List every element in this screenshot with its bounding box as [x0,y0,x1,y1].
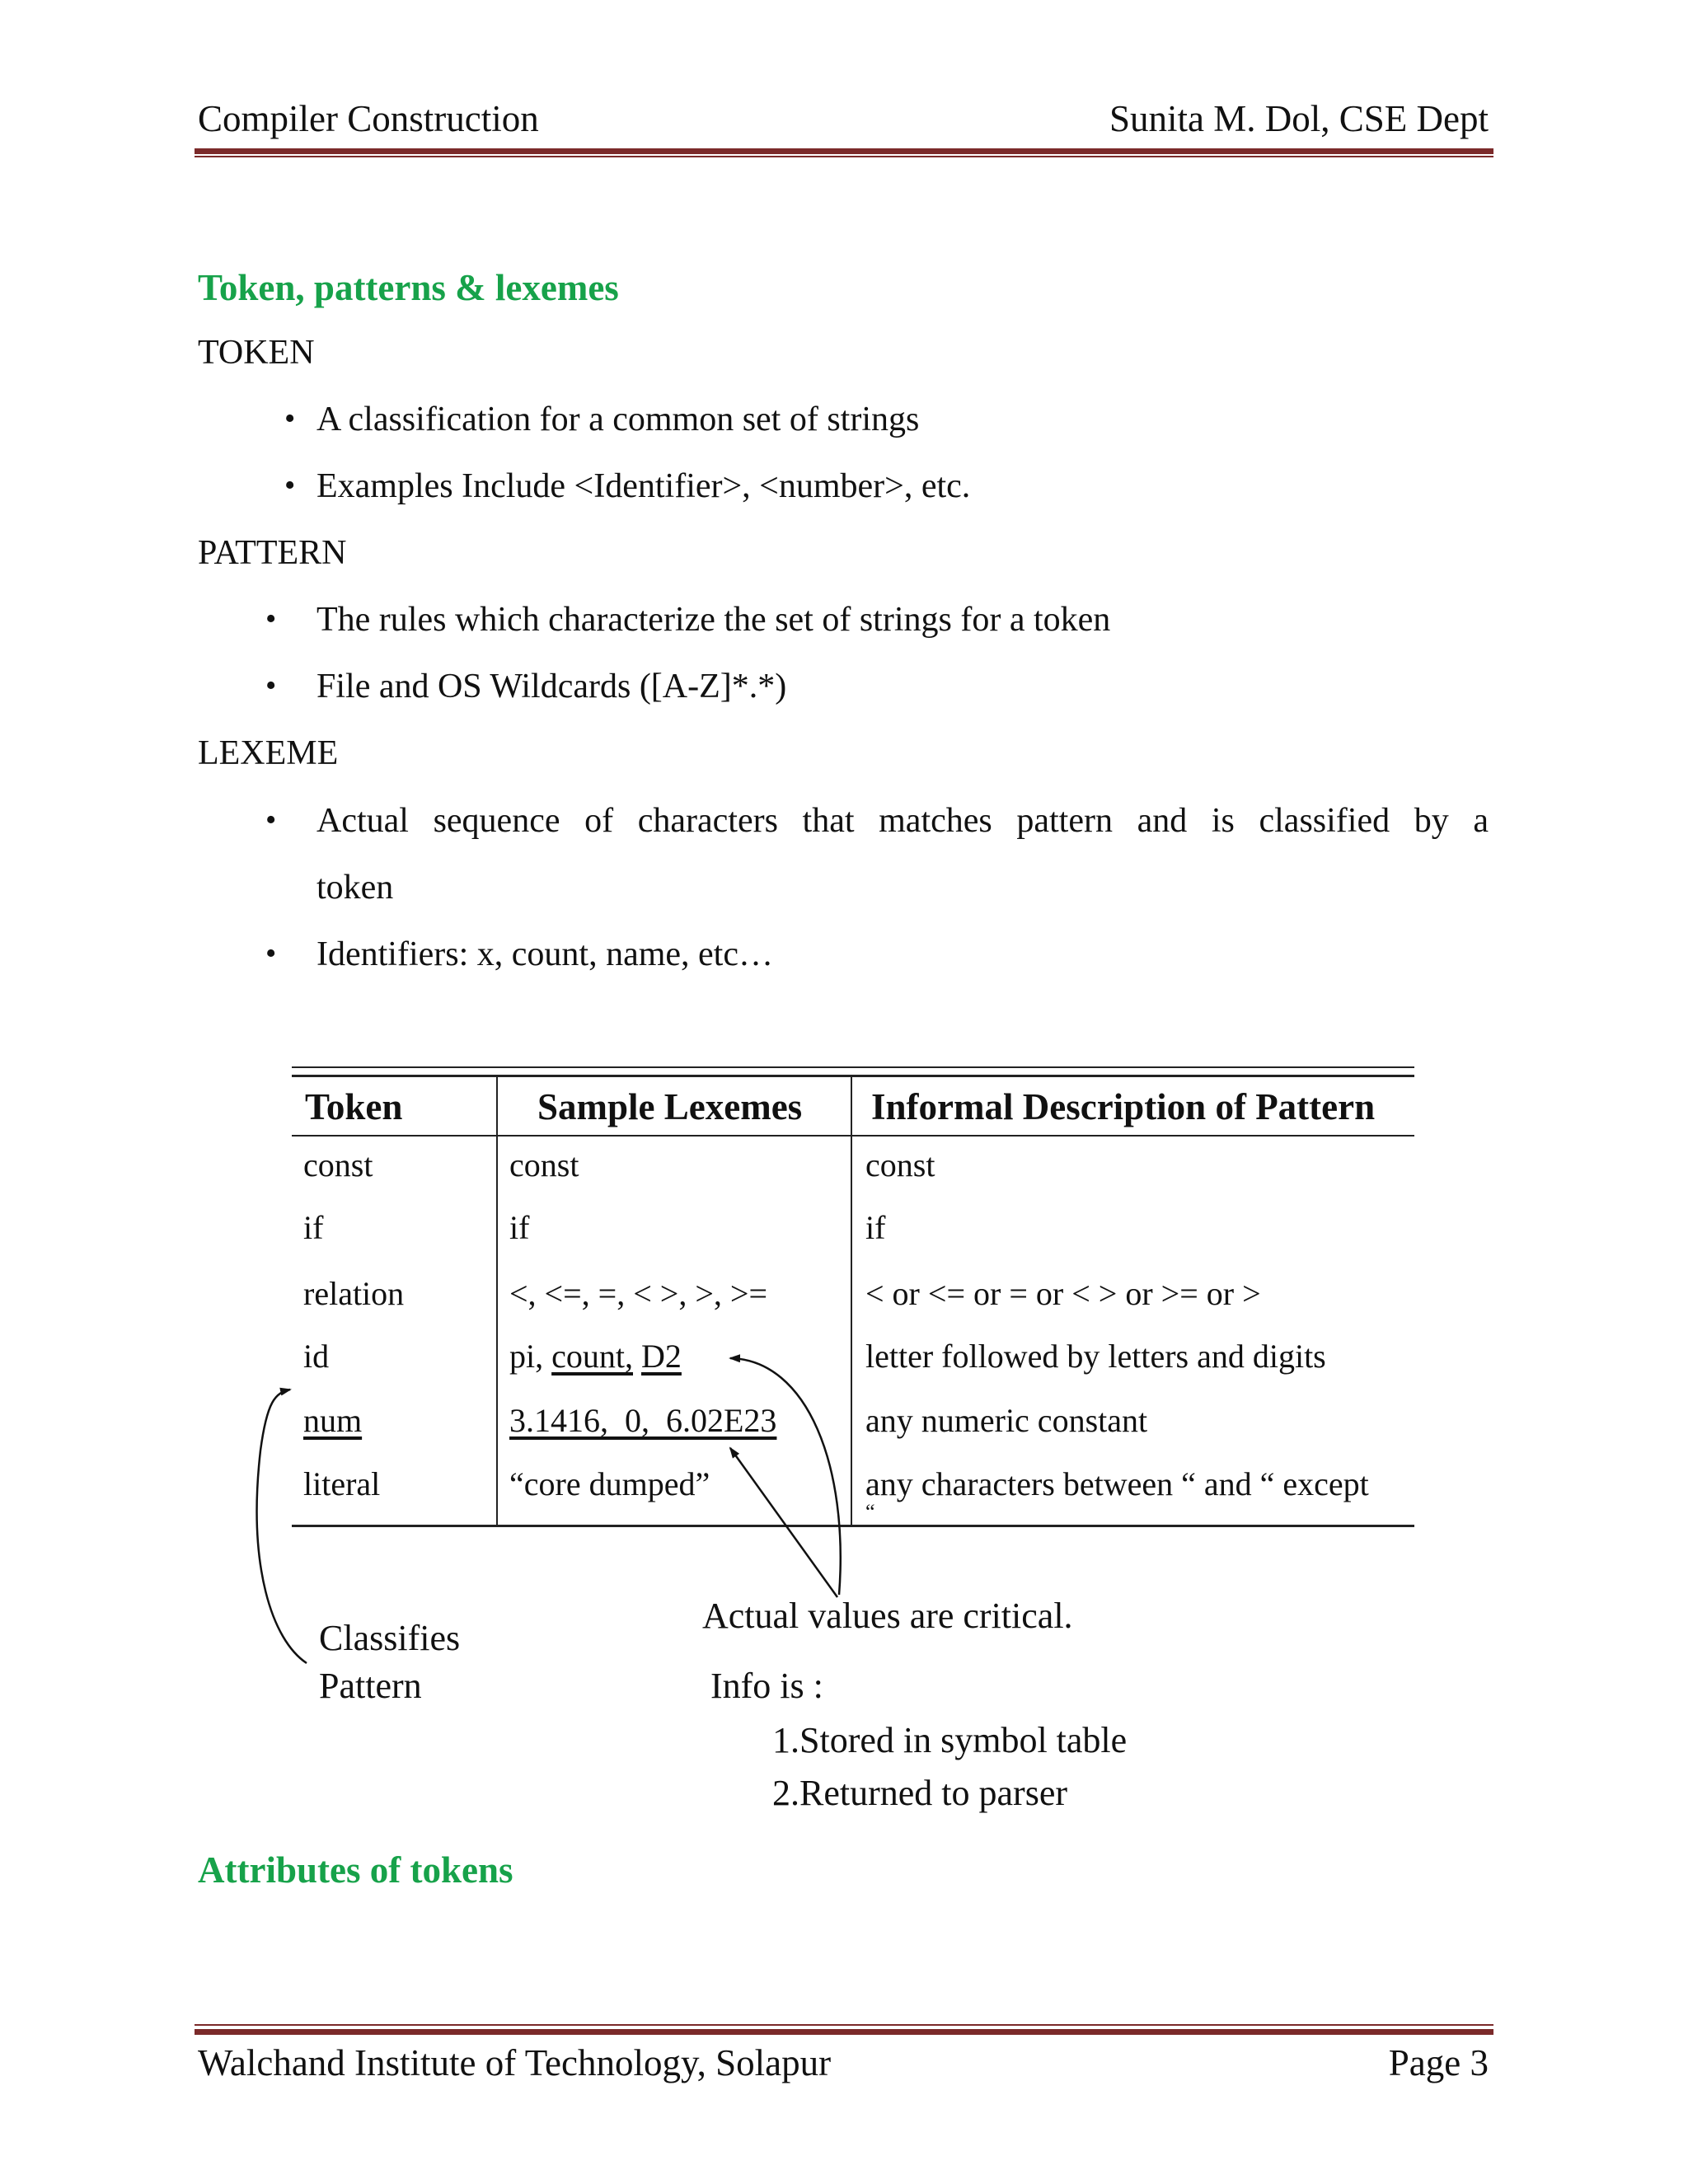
table-header-description: Informal Description of Pattern [871,1086,1376,1127]
table-cell-description: any numeric constant [865,1402,1148,1439]
info-item-2: 2.Returned to parser [772,1773,1067,1813]
bullet-icon: • [284,468,296,503]
table-cell-description: any characters between “ and “ except [865,1465,1369,1502]
classifies-arrow [257,1390,307,1663]
table-cell-description: const [865,1146,935,1183]
lexeme-plain: pi, [509,1338,552,1375]
table-cell-token: if [303,1209,324,1246]
attributes-title: Attributes of tokens [198,1849,513,1891]
table-cell-description: if [865,1209,886,1246]
lexeme-bullet-1: Actual sequence of characters that matches pattern and is classified by a [316,802,1489,840]
table-cell-token: num [303,1402,363,1439]
lexeme-underlined: count, [551,1338,633,1375]
bullet-icon: • [265,602,277,636]
lexeme-bullet-1-cont: token [316,869,394,907]
lexeme-heading: LEXEME [198,734,339,772]
bullet-icon: • [265,936,277,971]
table-cell-token: const [303,1146,373,1183]
pattern-label: Pattern [319,1666,422,1706]
critical-note: Actual values are critical. [702,1596,1073,1636]
footer-rule-thick [195,2029,1493,2035]
classifies-label: Classifies [319,1618,461,1658]
pattern-bullet-2: File and OS Wildcards ([A-Z]*.*) [316,668,787,705]
table-cell-token: relation [303,1275,405,1312]
table-header-token: Token [305,1086,403,1127]
table-cell-lexemes: <, <=, =, < >, >, >= [509,1275,768,1312]
lexeme-bullet-2: Identifiers: x, count, name, etc… [316,935,773,973]
table-cell-lexemes: const [509,1146,579,1183]
bullet-icon: • [265,668,277,703]
info-item-1: 1.Stored in symbol table [772,1720,1128,1760]
literal-arrow [730,1448,837,1597]
pattern-heading: PATTERN [198,534,347,572]
table-cell-description: < or <= or = or < > or >= or > [865,1275,1261,1312]
pattern-bullet-1: The rules which characterize the set of strings for a token [316,601,1111,639]
footer-left: Walchand Institute of Technology, Solapur [198,2042,832,2083]
table-cell-token: id [303,1338,330,1375]
header-right: Sunita M. Dol, CSE Dept [1109,98,1489,139]
id-arrow [730,1358,841,1595]
lexeme-underlined: D2 [641,1338,682,1375]
bullet-icon: • [284,401,296,436]
table-cell-lexemes: “core dumped” [509,1465,710,1502]
table-cell-description-cont: “ [865,1500,875,1524]
section-title: Token, patterns & lexemes [198,267,619,308]
table-cell-description: letter followed by letters and digits [865,1338,1326,1375]
table-cell-token: literal [303,1465,381,1502]
table-cell-lexemes: if [509,1209,530,1246]
token-bullet-2: Examples Include <Identifier>, <number>, etc. [316,467,971,505]
table-header-lexemes: Sample Lexemes [537,1086,803,1127]
footer-right: Page 3 [1388,2042,1489,2083]
footer-rule-thin [195,2024,1493,2026]
info-note: Info is : [710,1666,823,1706]
token-heading: TOKEN [198,334,315,372]
token-bullet-1: A classification for a common set of strings [316,401,920,438]
header-left: Compiler Construction [198,98,539,139]
table-cell-lexemes: 3.1416, 0, 6.02E23 [509,1402,777,1439]
bullet-icon: • [265,803,277,837]
